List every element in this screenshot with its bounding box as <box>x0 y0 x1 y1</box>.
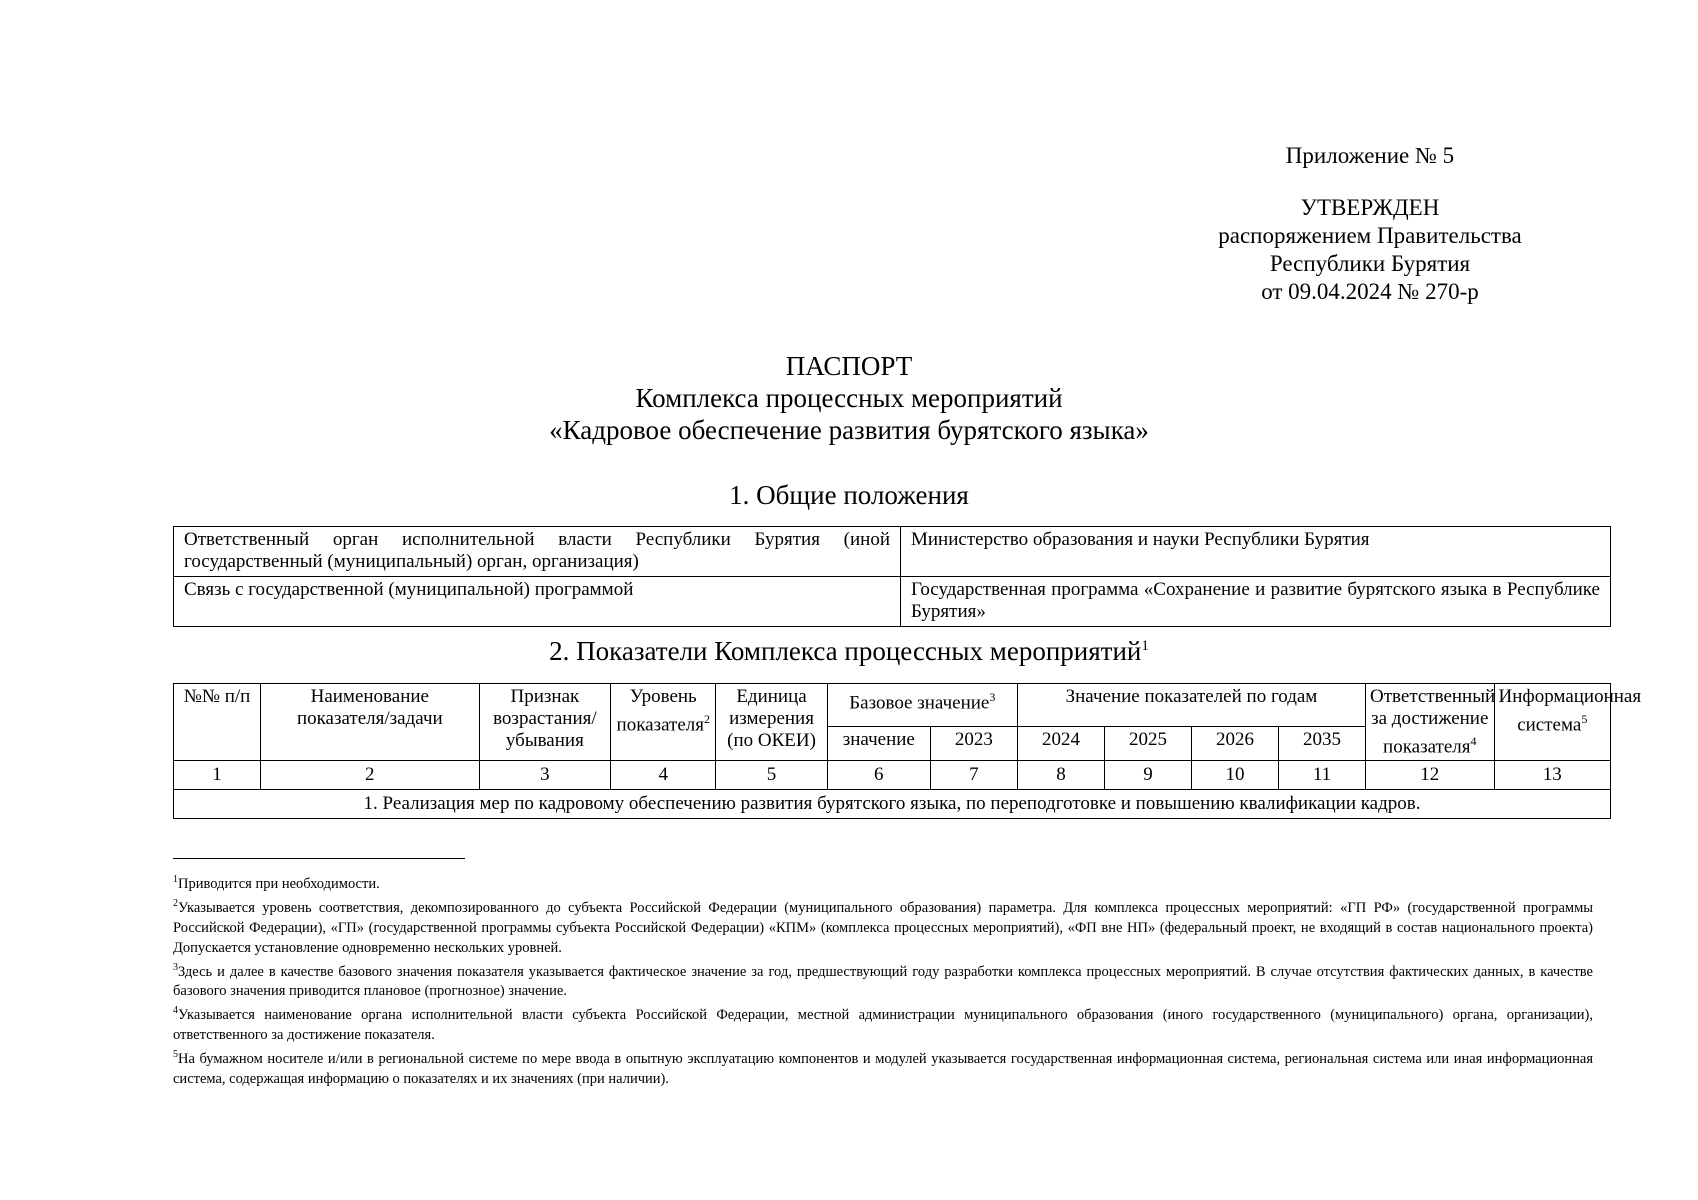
footnote: $^4$Указывается наименование органа исполнительной власти субъекта Российской Федерации, местной администрации муниципального образования (иного государственного (муниципального) органа, организации), ответственного за достижение показателя. <box>173 1005 1593 1044</box>
footnote: $^1$Приводится при необходимости. <box>173 874 380 892</box>
column-number: 3 <box>479 761 611 790</box>
row-label: Ответственный орган исполнительной власти Республики Бурятия (иной государственный (муниципальный) орган, организация) <box>174 527 901 577</box>
general-provisions-table <box>173 526 1611 627</box>
title-line-3: «Кадровое обеспечение развития бурятского языка» <box>549 415 1149 445</box>
header-name: Наименование показателя/задачи <box>261 684 480 761</box>
row-label: Связь с государственной (муниципальной) программой <box>174 577 901 627</box>
column-number: 4 <box>611 761 716 790</box>
header-num: №№ п/п <box>174 684 261 761</box>
column-number: 2 <box>261 761 480 790</box>
annex-number: Приложение № 5 <box>1285 143 1455 168</box>
footnote-ref: 3 <box>989 690 996 704</box>
column-number-row <box>174 761 1611 790</box>
column-number: 6 <box>827 761 930 790</box>
indicators-table <box>173 683 1642 819</box>
column-number: 10 <box>1191 761 1278 790</box>
title-line-2: Комплекса процессных мероприятий <box>635 383 1063 413</box>
header-base-value: значение <box>827 726 930 761</box>
approval-block <box>1180 142 1560 306</box>
header-unit: Единица измерения (по ОКЕИ) <box>716 684 827 761</box>
footnote-ref: 2 <box>703 712 710 726</box>
approval-line-1: распоряжением Правительства <box>1218 223 1522 248</box>
approval-line-2: Республики Бурятия <box>1269 251 1471 276</box>
footnotes <box>173 870 1593 1089</box>
column-number: 8 <box>1017 761 1104 790</box>
column-number: 12 <box>1366 761 1495 790</box>
row-value: Министерство образования и науки Республики Бурятия <box>901 527 1611 577</box>
header-year: 2025 <box>1104 726 1191 761</box>
task-row-text: 1. Реализация мер по кадровому обеспечению развития бурятского языка, по переподготовке и повышению квалификации кадров. <box>174 790 1611 819</box>
column-number: 5 <box>716 761 827 790</box>
header-level: Уровень показателя$^2$ <box>611 684 716 761</box>
header-year: 2024 <box>1017 726 1104 761</box>
footnote-separator <box>173 858 465 859</box>
header-system: Информационная система$^5$ <box>1494 684 1610 761</box>
footnote-ref: 1 <box>1141 638 1149 654</box>
header-trend: Признак возрастания/убывания <box>479 684 611 761</box>
column-number: 1 <box>174 761 261 790</box>
section-2-heading-text: 2. Показатели Комплекса процессных мероприятий <box>549 636 1142 666</box>
column-number: 9 <box>1104 761 1191 790</box>
approval-line-3: от 09.04.2024 № 270-р <box>1261 279 1479 304</box>
section-1-heading: 1. Общие положения <box>729 480 969 510</box>
column-number: 13 <box>1494 761 1610 790</box>
header-base-year: 2023 <box>930 726 1017 761</box>
title-line-1: ПАСПОРТ <box>785 351 913 381</box>
footnote: $^5$На бумажном носителе и/или в региональной системе по мере ввода в опытную эксплуатацию компонентов и модулей указывается государственная информационная система, региональная система или иная информационная система, содержащая информацию о показателях и их значениях (при наличии). <box>173 1049 1593 1088</box>
header-year: 2035 <box>1278 726 1365 761</box>
table-row <box>174 577 1611 627</box>
footnote-ref: 4 <box>1470 734 1477 748</box>
row-value: Государственная программа «Сохранение и развитие бурятского языка в Республике Бурятия» <box>901 577 1611 627</box>
column-number: 7 <box>930 761 1017 790</box>
table-row <box>174 527 1611 577</box>
section-2-heading <box>0 631 1698 666</box>
task-row <box>174 790 1611 819</box>
header-years-group: Значение показателей по годам <box>1017 684 1365 727</box>
header-year: 2026 <box>1191 726 1278 761</box>
footnote-ref: 5 <box>1581 712 1588 726</box>
header-responsible: Ответственный за достижение показателя$^4$ <box>1366 684 1495 761</box>
document-title <box>0 350 1698 446</box>
header-row <box>174 684 1611 727</box>
approved-label: УТВЕРЖДЕН <box>1300 195 1440 220</box>
footnote: $^2$Указывается уровень соответствия, декомпозированного до субъекта Российской Федерации (муниципального образования) параметра. Для комплекса процессных мероприятий: «ГП РФ» (государственной программы Российской Федерации), «ГП» (государственной программы субъекта Российской Федерации) «КПМ» (комплекса процессных мероприятий), «ФП вне НП» (федеральный проект, не входящий в состав национального проекта) Допускается установление одновременно нескольких уровней. <box>173 897 1593 956</box>
footnote: $^3$Здесь и далее в качестве базового значения показателя указывается фактическое значение за год, предшествующий году разработки комплекса процессных мероприятий. В случае отсутствия фактических данных, в качестве базового значения приводится плановое (прогнозное) значение. <box>173 961 1593 1000</box>
header-base: Базовое значение$^3$ <box>827 684 1017 727</box>
column-number: 11 <box>1278 761 1365 790</box>
